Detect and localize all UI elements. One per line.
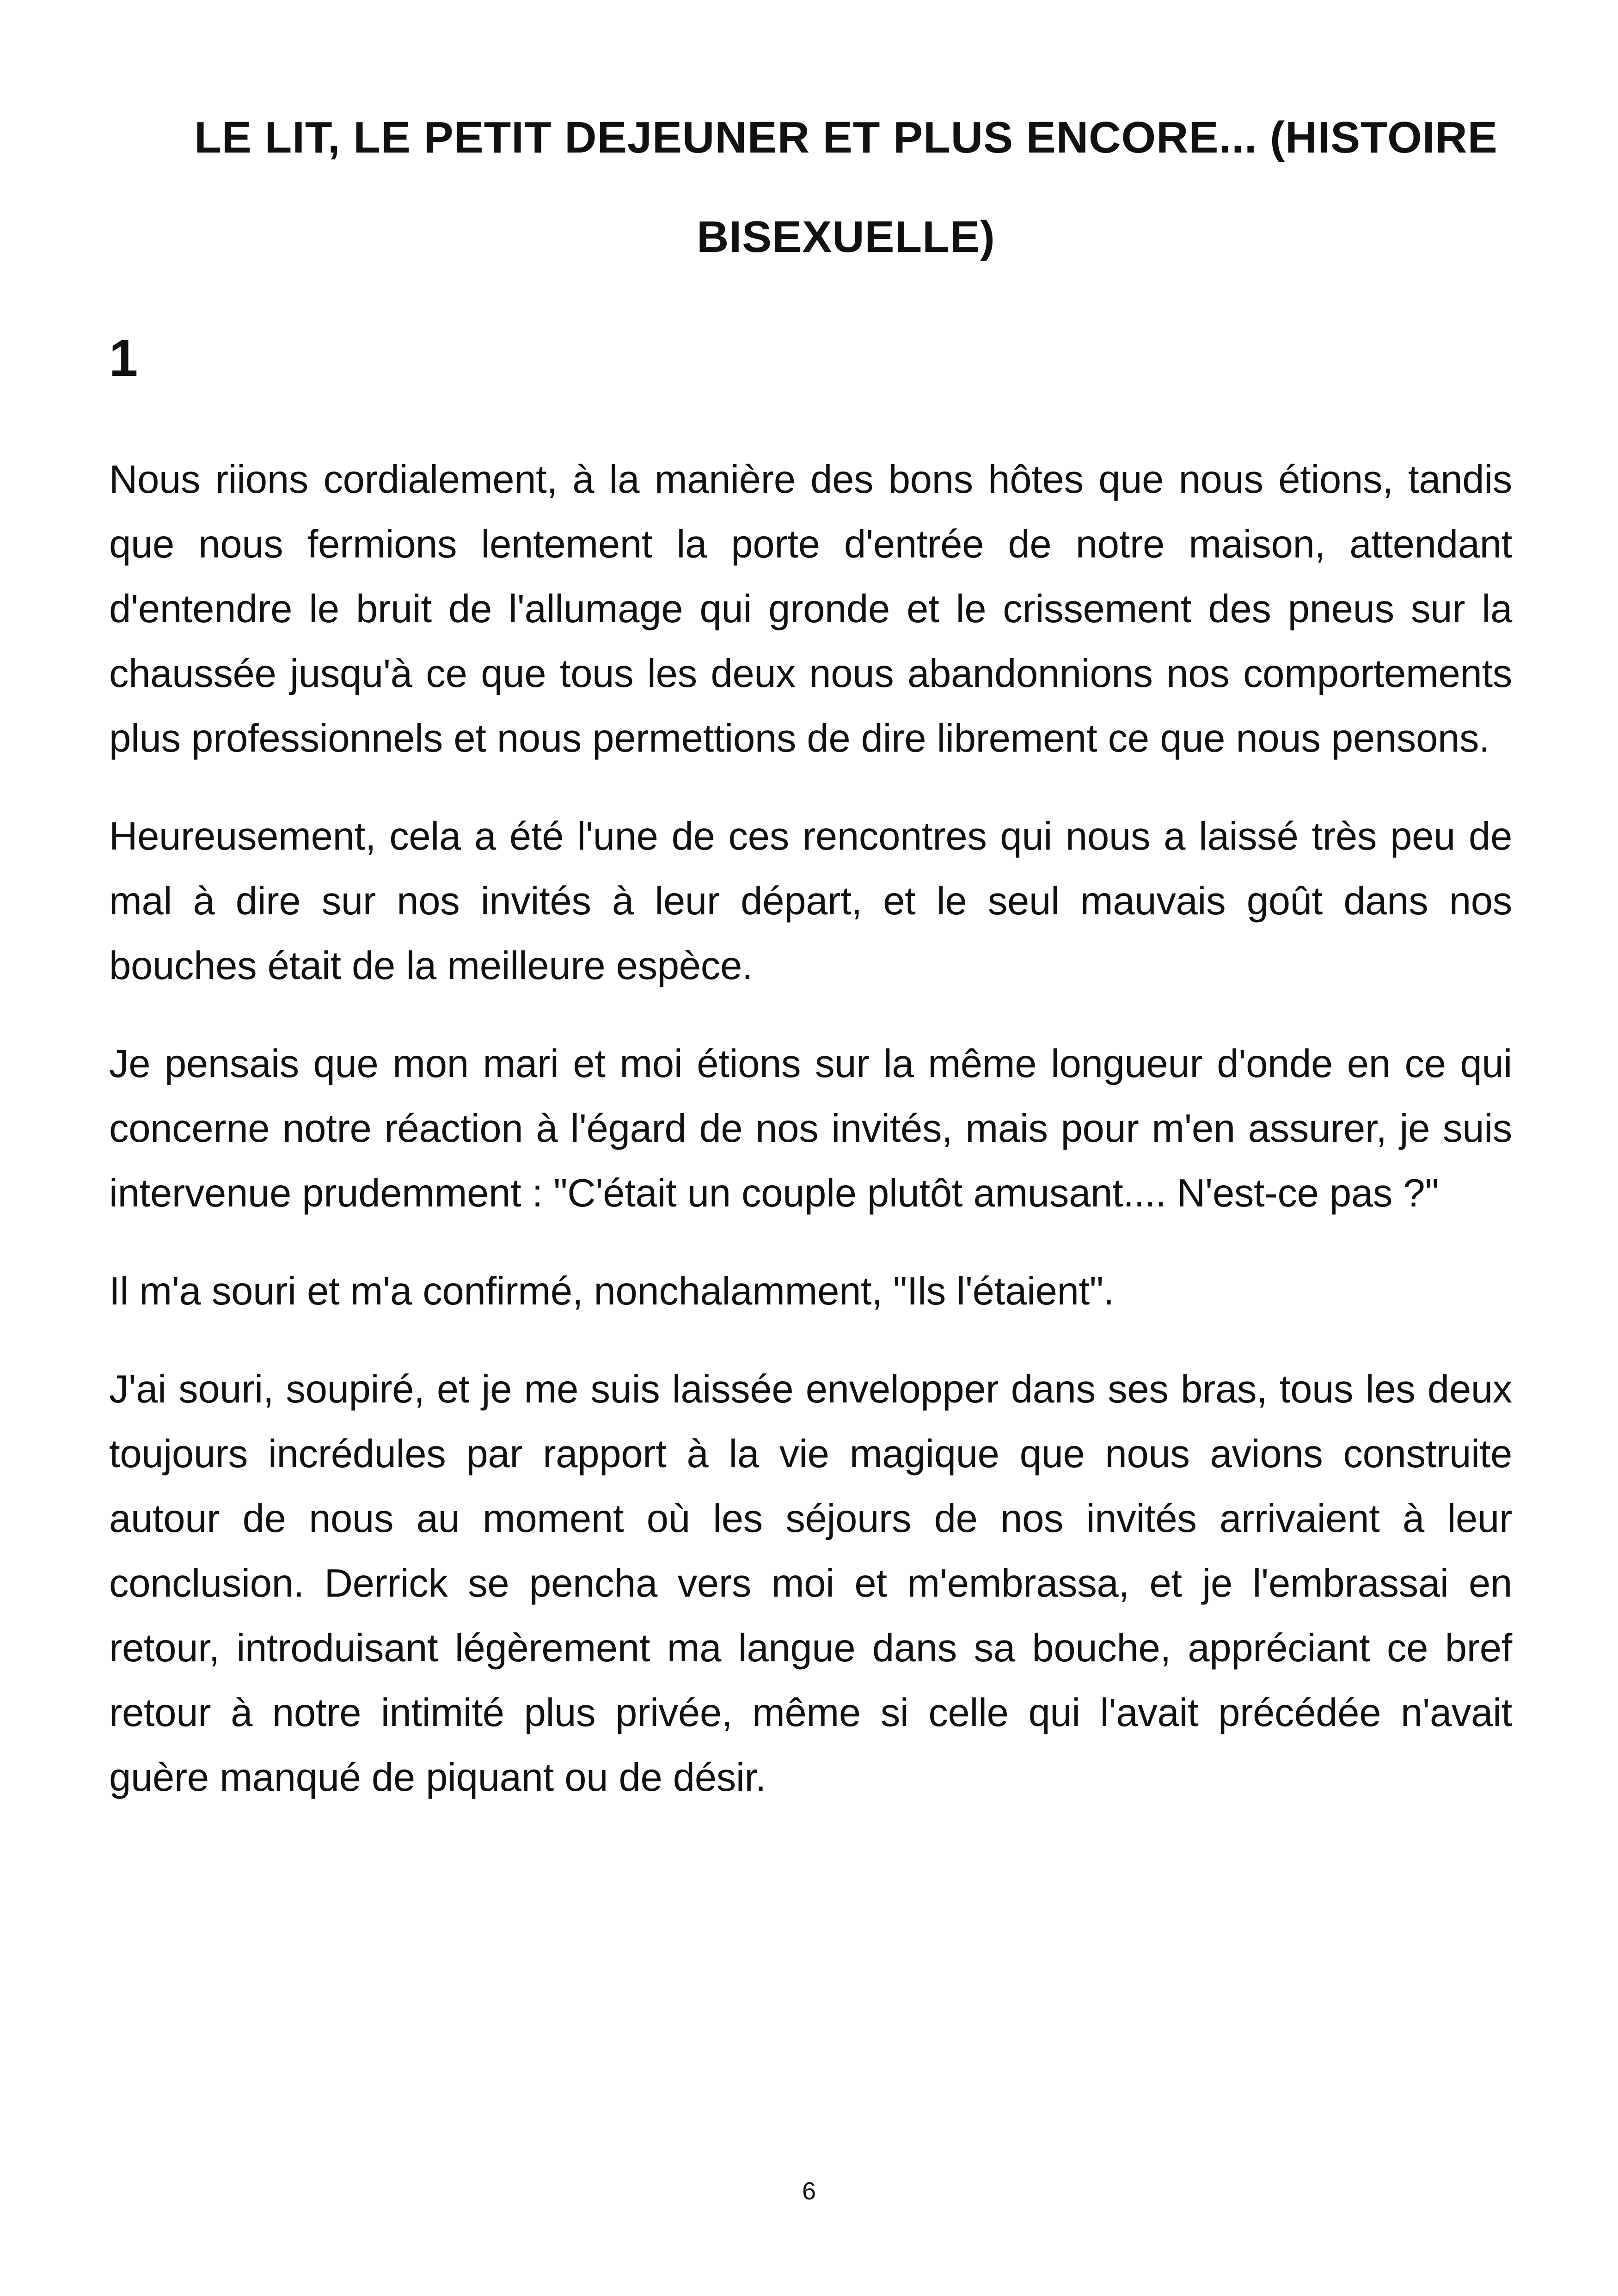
paragraph-1: Nous riions cordialement, à la manière des bons hôtes que nous étions, tandis que nous fermions lentement la porte d'entrée de notre maison, attendant d'entendre le bruit de l'allumage qui gronde et le crissement des pneus sur la chaussée jusqu'à ce que tous les deux nous abandonnions nos comportements plus professionnels et nous permettions de dire librement ce que nous pensons. <box>109 458 1512 760</box>
chapter-body <box>109 447 1512 1843</box>
page-number: 6 <box>802 2177 816 2205</box>
document-title: LE LIT, LE PETIT DEJEUNER ET PLUS ENCORE... (HISTOIRE BISEXUELLE) <box>194 113 1498 262</box>
paragraph-5: J'ai souri, soupiré, et je me suis laissée envelopper dans ses bras, tous les deux toujours incrédules par rapport à la vie magique que nous avions construite autour de nous au moment où les séjours de nos invités arrivaient à leur conclusion. Derrick se pencha vers moi et m'embrassa, et je l'embrassai en retour, introduisant légèrement ma langue dans sa bouche, appréciant ce bref retour à notre intimité plus privée, même si celle qui l'avait précédée n'avait guère manqué de piquant ou de désir. <box>109 1367 1512 1800</box>
paragraph-3: Je pensais que mon mari et moi étions sur la même longueur d'onde en ce qui concerne notre réaction à l'égard de nos invités, mais pour m'en assurer, je suis intervenue prudemment : "C'était un couple plutôt amusant.... N'est-ce pas ?" <box>109 1042 1512 1215</box>
paragraph-2: Heureusement, cela a été l'une de ces rencontres qui nous a laissé très peu de mal à dire sur nos invités à leur départ, et le seul mauvais goût dans nos bouches était de la meilleure espèce. <box>109 814 1512 988</box>
chapter-number: 1 <box>109 329 138 387</box>
paragraph-4: Il m'a souri et m'a confirmé, nonchalamment, "Ils l'étaient". <box>109 1269 1115 1313</box>
